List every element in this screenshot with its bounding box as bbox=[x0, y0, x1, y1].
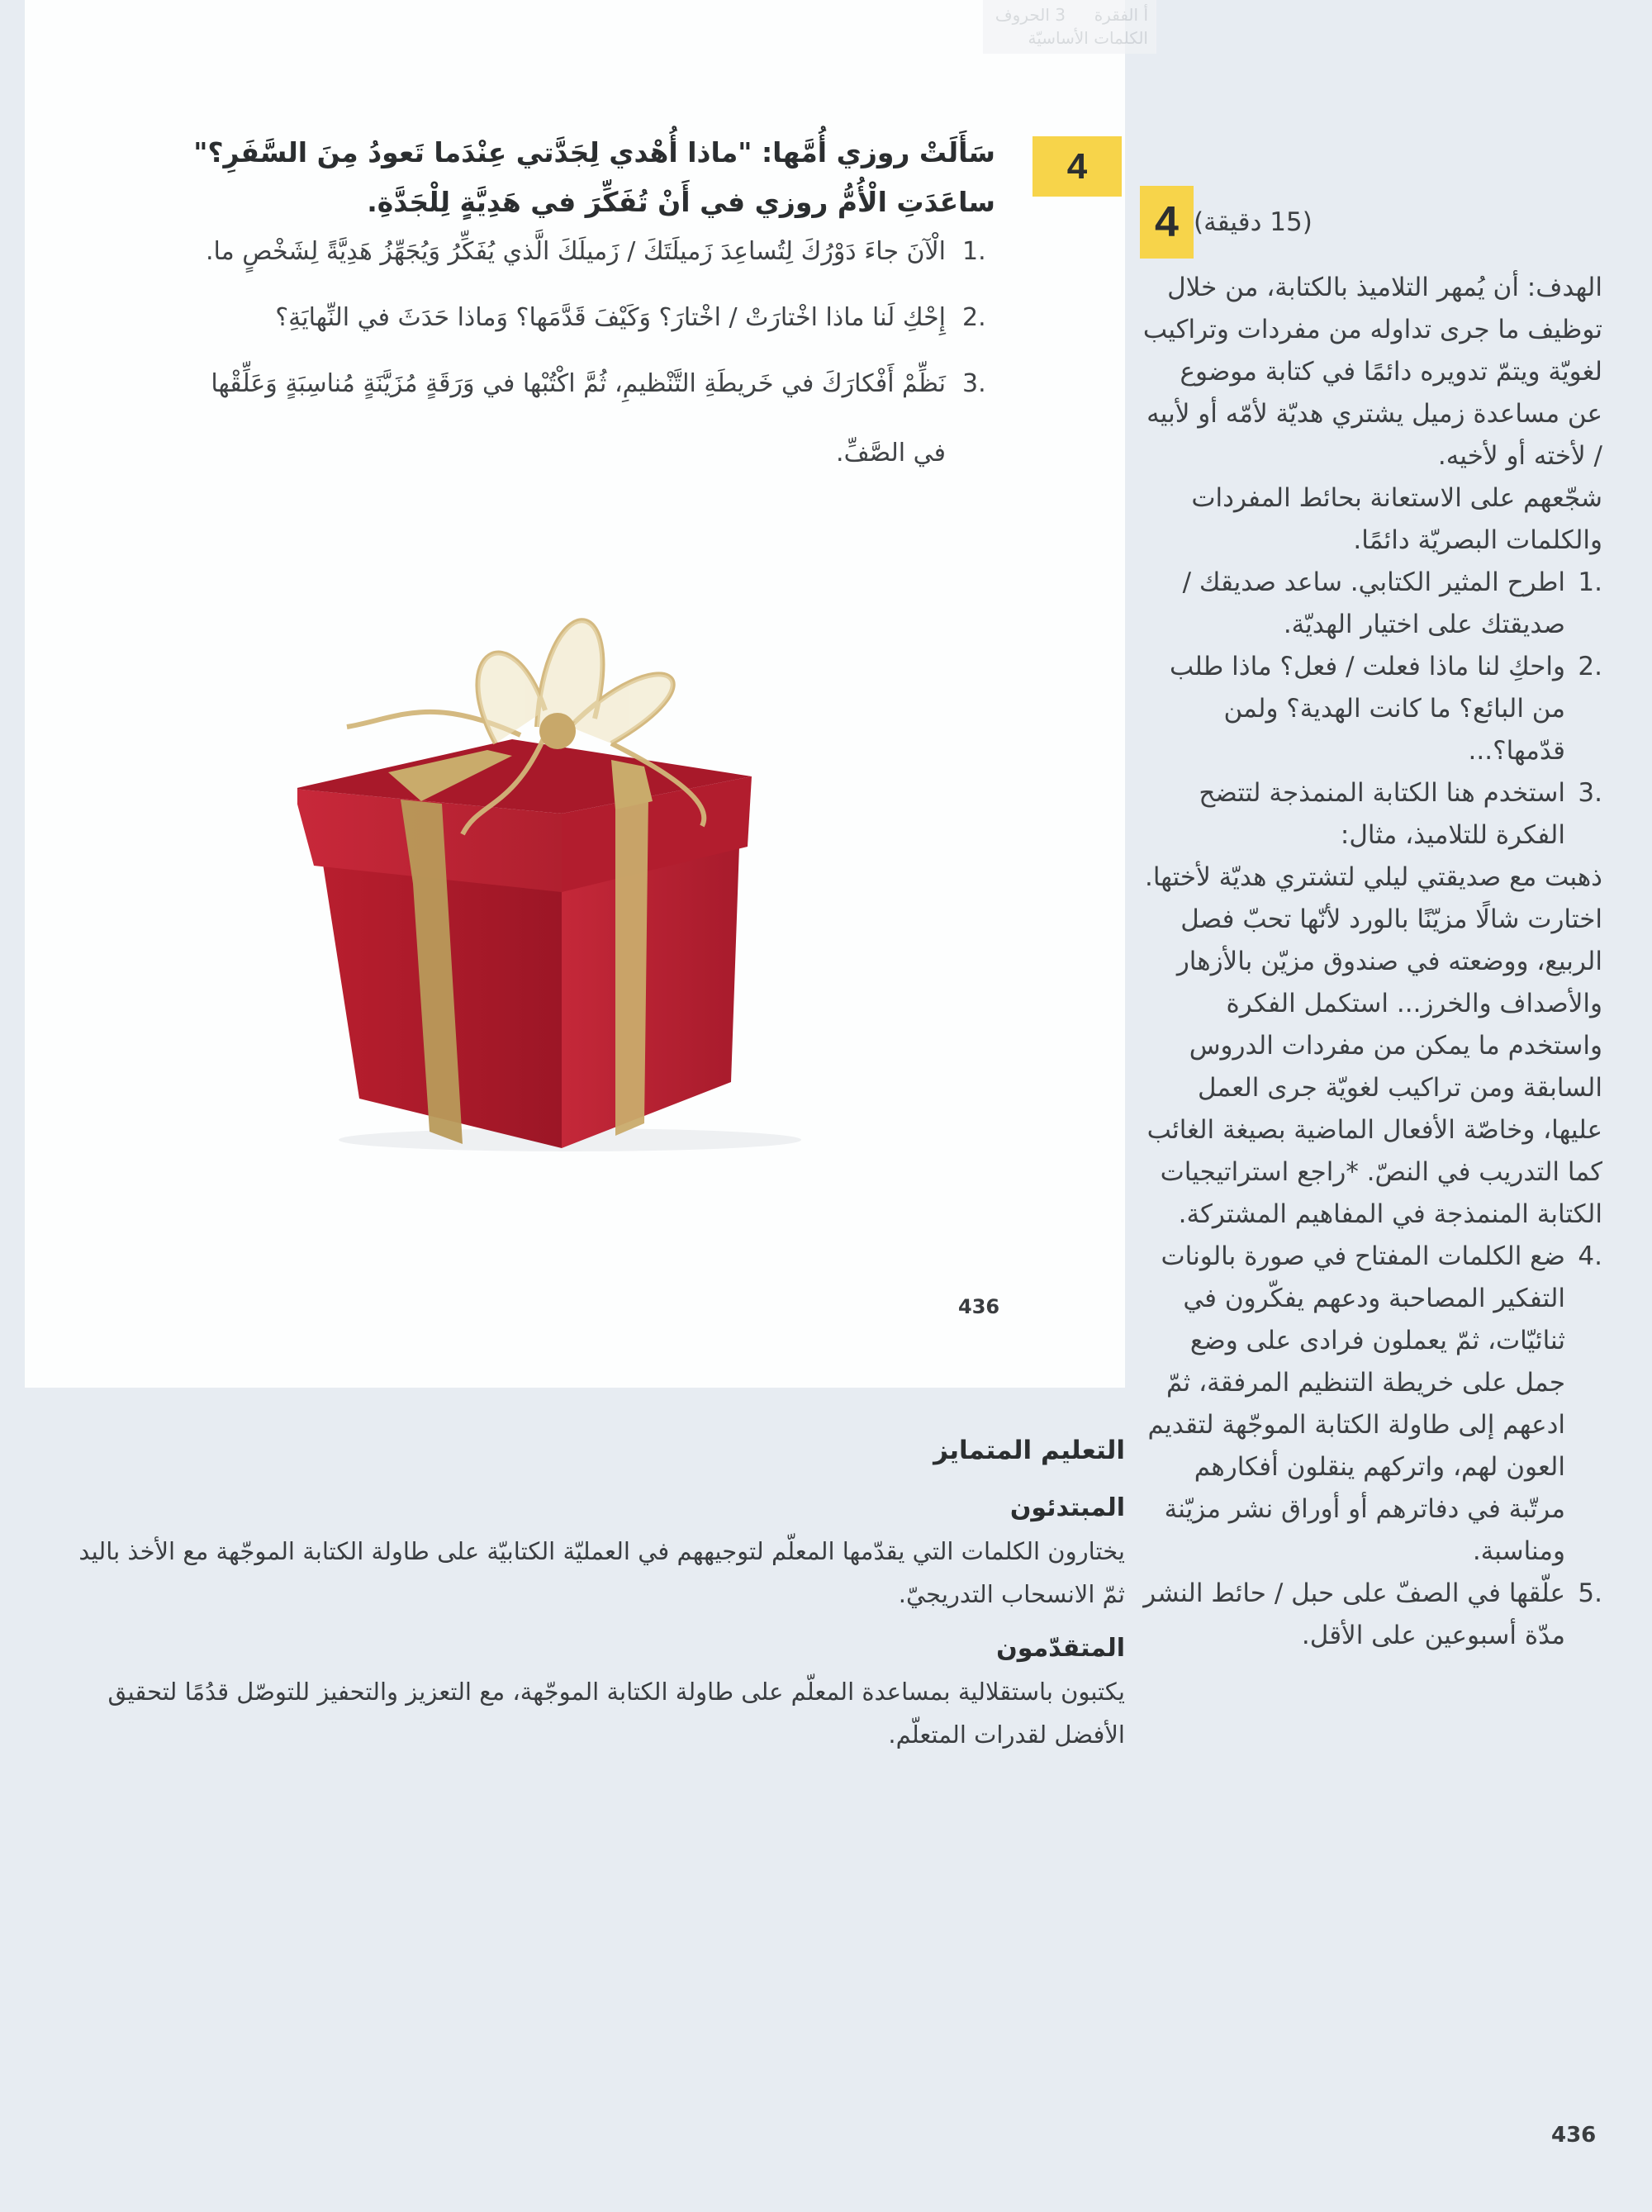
task-number: 4 bbox=[1155, 197, 1179, 246]
notes-header bbox=[1140, 186, 1602, 259]
duration: (15 دقيقة) bbox=[1194, 206, 1313, 237]
step-item bbox=[1140, 1236, 1602, 1573]
faded-header-text: أ الفقرة bbox=[1094, 5, 1148, 25]
step-item bbox=[1140, 772, 1602, 1236]
encourage-text: شجّعهم على الاستعانة بحائط المفردات والكلمات البصريّة دائمًا. bbox=[1191, 483, 1602, 555]
step-number: 5. bbox=[1578, 1578, 1602, 1608]
gift-box-image bbox=[297, 537, 843, 1165]
item-text: نَظِّمْ أَفْكارَكَ في خَريطَةِ التَّنْظيمِ، ثُمَّ اكْتُبْها في وَرَقَةٍ مُزَيَّنَةٍ مُناسِبَةٍ وَعَلِّقْها bbox=[211, 369, 946, 398]
task-item bbox=[120, 235, 995, 268]
task-item bbox=[120, 368, 995, 470]
notes-task-badge bbox=[1140, 186, 1194, 259]
advanced-text: يكتبون باستقلالية بمساعدة المعلّم على طاولة الكتابة الموجّهة، مع التعزيز والتحفيز للتوصّل قدُمًا لتحقيق الأفضل لقدرات المتعلّم. bbox=[107, 1678, 1125, 1749]
page-number: 436 bbox=[1551, 2123, 1597, 2148]
step-number: 1. bbox=[1578, 567, 1602, 597]
advanced-heading: المتقدّمون bbox=[996, 1634, 1125, 1663]
step-number: 4. bbox=[1578, 1241, 1602, 1271]
step-text: واحكِ لنا ماذا فعلت / فعل؟ ماذا طلب من البائع؟ ما كانت الهدية؟ ولمن قدّمها؟... bbox=[1169, 652, 1565, 766]
inset-page-number: 436 bbox=[958, 1295, 1000, 1318]
step-text: اطرح المثير الكتابي. ساعد صديقك / صديقتك على اختيار الهديّة. bbox=[1182, 567, 1565, 639]
goal-text: الهدف: أن يُمهر التلاميذ بالكتابة، من خلال توظيف ما جرى تداوله من مفردات وتراكيب لغويّة ويتمّ تدويره دائمًا في كتابة موضوع عن مساعدة زميل يشتري هديّة لأمّه أو لأبيه / لأخته أو لأخيه. bbox=[1142, 273, 1602, 471]
item-number: 1. bbox=[962, 237, 986, 266]
item-number: 2. bbox=[962, 303, 986, 332]
step-item bbox=[1140, 562, 1602, 646]
beginners-text: يختارون الكلمات التي يقدّمها المعلّم لتوجيههم في العمليّة الكتابيّة على طاولة الكتابة الموجّهة مع الأخذ باليد ثمّ الانسحاب التدريجيّ. bbox=[78, 1537, 1125, 1608]
task-question: سَأَلَتْ روزي أُمَّها: "ماذا أُهْدي لِجَدَّتي عِنْدَما تَعودُ مِنَ السَّفَرِ؟" ساعَدَتِ الْأُمُّ روزي في أَنْ تُفَكِّرَ في هَدِيَّةٍ لِلْجَدَّةِ. bbox=[193, 136, 995, 218]
teacher-notes bbox=[1140, 186, 1602, 1657]
item-number: 3. bbox=[962, 369, 986, 398]
steps-list bbox=[1140, 562, 1602, 1657]
step-item bbox=[1140, 1573, 1602, 1657]
faded-header-text: الكلمات الأساسيّة bbox=[1028, 28, 1148, 48]
item-text: الْآنَ جاءَ دَوْرُكَ لِتُساعِدَ زَميلَتَكَ / زَميلَكَ الَّذي يُفَكِّرُ وَيُجَهِّزُ هَدِيَّةً لِشَخْصٍ ما. bbox=[205, 237, 946, 266]
model-writing-example: ذهبت مع صديقتي ليلي لتشتري هديّة لأختها. اختارت شالًا مزيّنًا بالورد لأنّها تحبّ فصل الربيع، ووضعته في صندوق مزيّن بالأزهار والأصداف والخرز... استكمل الفكرة واستخدم ما يمكن من مفردات الدروس السابقة ومن تراكيب لغويّة جرى العمل عليها، وخاصّة الأفعال الماضية بصيغة الغائب كما التدريب في النصّ. *راجع استراتيجيات الكتابة المنمذجة في المفاهيم المشتركة. bbox=[1144, 862, 1602, 1229]
task-number: 4 bbox=[1066, 145, 1088, 187]
beginners-heading: المبتدئون bbox=[1009, 1493, 1125, 1522]
item-text-continuation: في الصَّفِّ. bbox=[836, 439, 946, 468]
task-number-badge bbox=[1032, 136, 1122, 197]
step-number: 3. bbox=[1578, 778, 1602, 808]
step-item bbox=[1140, 646, 1602, 772]
task-item bbox=[120, 301, 995, 335]
step-text: علّقها في الصفّ على حبل / حائط النشر مدّة أسبوعين على الأقل. bbox=[1143, 1578, 1565, 1650]
step-number: 2. bbox=[1578, 652, 1602, 681]
faded-previous-page-header bbox=[983, 0, 1156, 54]
step-text: استخدم هنا الكتابة المنمذجة لتتضح الفكرة للتلاميذ، مثال: bbox=[1199, 778, 1565, 850]
step-text: ضع الكلمات المفتاح في صورة بالونات التفكير المصاحبة ودعهم يفكّرون في ثنائيّات، ثمّ يعملون فرادى على وضع جمل على خريطة التنظيم المرفقة، ثمّ ادعهم إلى طاولة الكتابة الموجّهة لتقديم العون لهم، واتركهم ينقلون أفكارهم مرتّبة في دفاترهم أو أوراق نشر مزيّنة ومناسبة. bbox=[1147, 1241, 1565, 1566]
faded-header-text: 3 الحروف bbox=[995, 5, 1066, 25]
differentiated-instruction bbox=[51, 1429, 1125, 1768]
section-title: التعليم المتمايز bbox=[933, 1436, 1125, 1465]
task-list bbox=[120, 235, 995, 503]
item-text: إِحْكِ لَنا ماذا اخْتارَتْ / اخْتارَ؟ وَكَيْفَ قَدَّمَها؟ وَماذا حَدَثَ في النِّهايَةِ؟ bbox=[275, 303, 946, 332]
